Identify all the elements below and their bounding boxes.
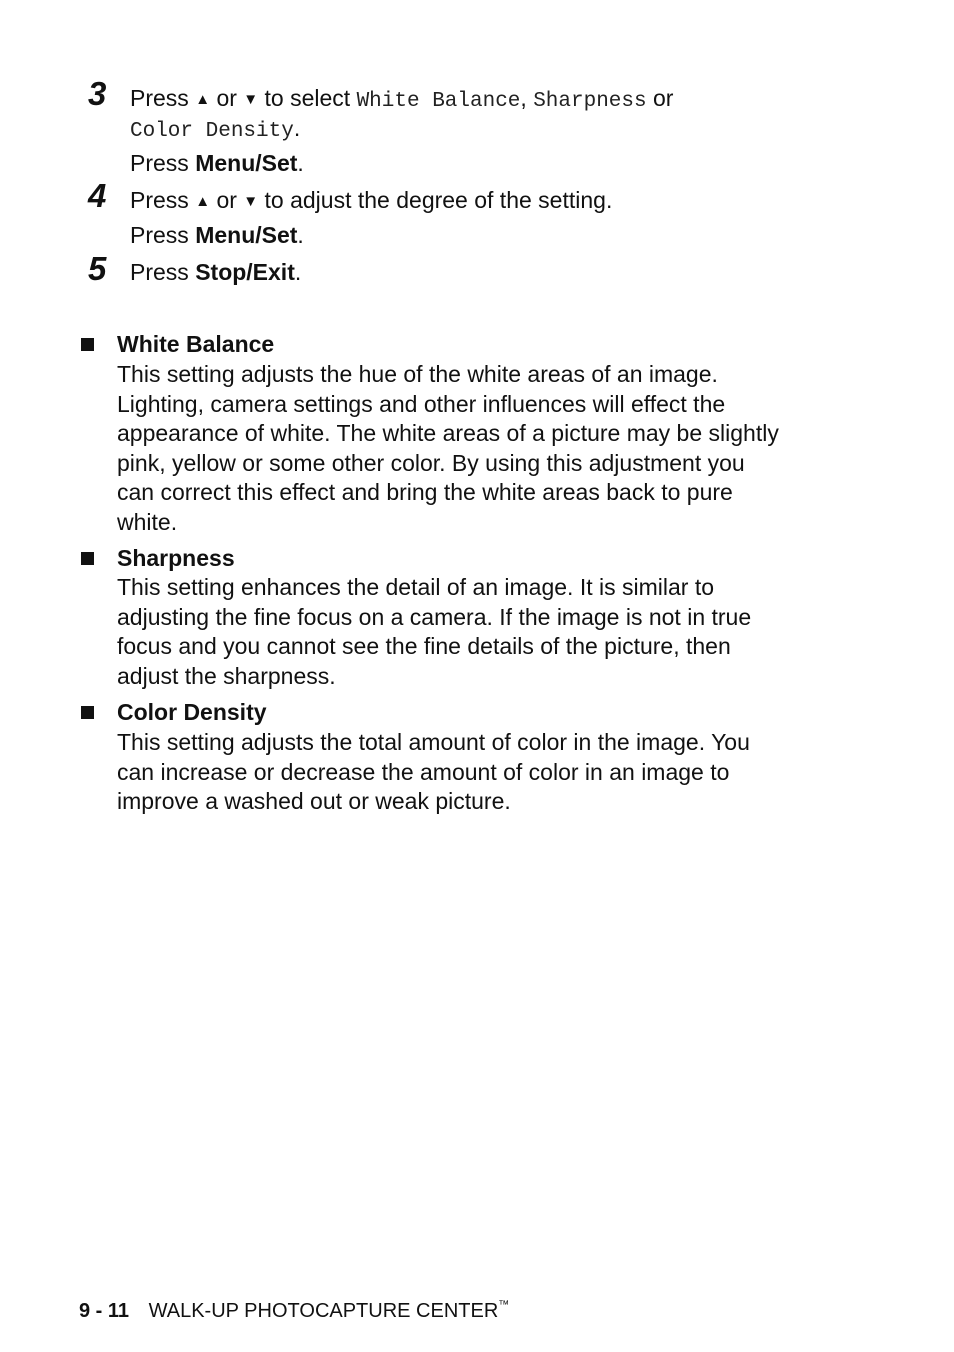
- section-title: Color Density: [117, 699, 267, 725]
- menu-option-sharpness: Sharpness: [533, 90, 647, 113]
- square-bullet-icon: [81, 552, 94, 565]
- step-3-line-2: Color Density.: [130, 115, 301, 143]
- menu-option-white-balance: White Balance: [356, 90, 521, 113]
- down-arrow-icon: ▼: [243, 91, 259, 108]
- step-3-line-3: Press Menu/Set.: [130, 150, 304, 176]
- section-title: Sharpness: [117, 545, 235, 571]
- section-title: White Balance: [117, 331, 275, 357]
- step-4-line-1: Press ▲ or ▼ to adjust the degree of the setting.: [130, 187, 613, 213]
- step-number: 4: [88, 177, 107, 214]
- key-menu-set: Menu/Set: [195, 150, 298, 176]
- section-body: This setting adjusts the hue of the white areas of an image. Lighting, camera settings and other influences will effect the appearance of white. The white areas of a picture may be slightly pink, yellow or some other color. By using this adjustment you can correct this effect and bring the white areas back to pure white.: [117, 361, 779, 535]
- step-3-line-1: Press ▲ or ▼ to select White Balance, Sharpness or: [130, 85, 674, 113]
- step-number: 5: [88, 250, 107, 287]
- footer-title: WALK-UP PHOTOCAPTURE CENTER: [148, 1300, 499, 1322]
- page-number: 9 - 11: [79, 1300, 130, 1322]
- section-body: This setting adjusts the total amount of color in the image. You can increase or decrease the amount of color in an image to improve a washed out or weak picture.: [117, 729, 750, 815]
- key-menu-set: Menu/Set: [195, 222, 298, 248]
- key-stop-exit: Stop/Exit: [195, 259, 295, 285]
- step-4-line-2: Press Menu/Set.: [130, 222, 304, 248]
- step-5-line-1: Press Stop/Exit.: [130, 259, 302, 285]
- step-number: 3: [88, 75, 107, 112]
- down-arrow-icon: ▼: [243, 193, 259, 210]
- menu-option-color-density: Color Density: [130, 120, 294, 143]
- up-arrow-icon: ▲: [195, 91, 211, 108]
- trademark-symbol: ™: [498, 1299, 510, 1311]
- up-arrow-icon: ▲: [195, 193, 211, 210]
- square-bullet-icon: [81, 706, 94, 719]
- section-body: This setting enhances the detail of an image. It is similar to adjusting the fine focus on a camera. If the image is not in true focus and you cannot see the fine details of the picture, then adjust the sharpness.: [117, 574, 752, 689]
- page-footer: [79, 1300, 509, 1323]
- square-bullet-icon: [81, 338, 94, 351]
